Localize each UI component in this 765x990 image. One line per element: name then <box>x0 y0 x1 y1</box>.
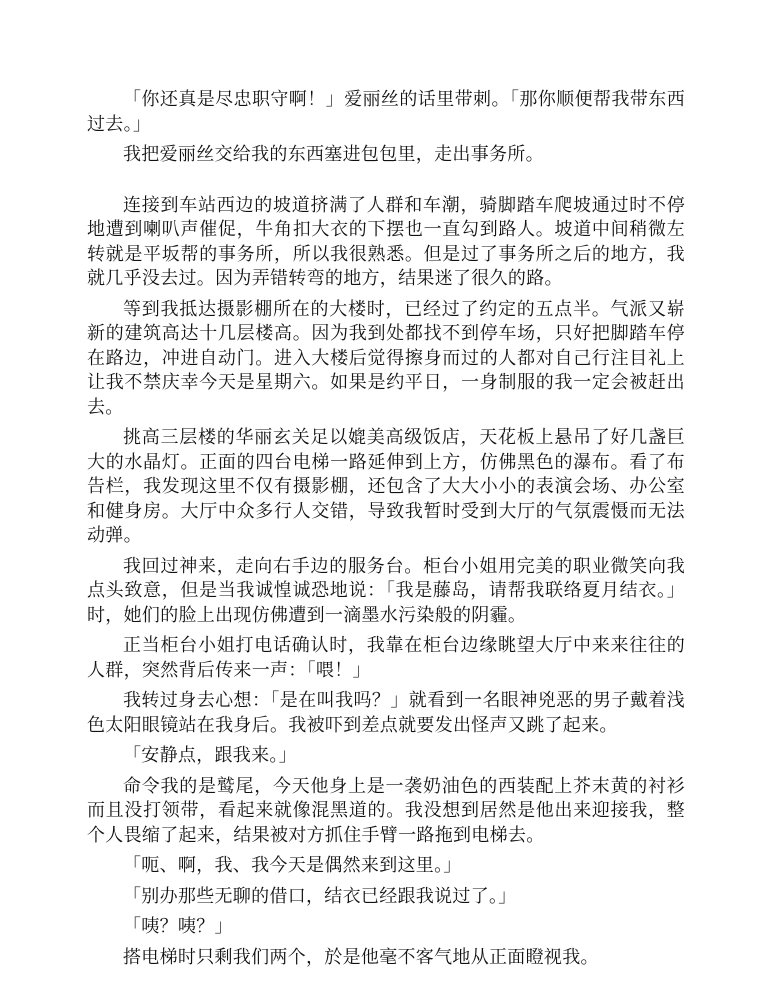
paragraph: 「呃、啊，我、我今天是偶然来到这里。」 <box>123 855 462 876</box>
paragraph: 连接到车站西边的坡道挤满了人群和车潮，骑脚踏车爬坡通过时不停地遭到喇叭声催促，牛角扣大衣的下摆也一直勾到路人。坡道中间稍微左转就是平坂帮的事务所，所以我很熟悉。但是过了事务所之后的地方，我就几乎没去过。因为弄错转弯的地方，结果迷了很久的路。 <box>87 194 685 289</box>
paragraph: 命令我的是鹫尾，今天他身上是一袭奶油色的西装配上芥末黄的衬衫而且没打领带，看起来就像混黑道的。我没想到居然是他出来迎接我，整个人畏缩了起来，结果被对方抓住手臂一路拖到电梯去。 <box>87 775 685 846</box>
paragraph: 我把爱丽丝交给我的东西塞进包包里，走出事务所。 <box>123 144 544 165</box>
paragraph: 挑高三层楼的华丽玄关足以媲美高级饭店，天花板上悬吊了好几盏巨大的水晶灯。正面的四台电梯一路延伸到上方，仿佛黑色的瀑布。看了布告栏，我发现这里不仅有摄影棚，还包含了大大小小的表演会场、办公室和健身房。大厅中众多行人交错，导致我暂时受到大厅的气氛震慑而无法动弹。 <box>87 427 685 546</box>
paragraph: 等到我抵达摄影棚所在的大楼时，已经过了约定的五点半。气派又崭新的建筑高达十几层楼高。因为我到处都找不到停车场，只好把脚踏车停在路边，冲进自动门。进入大楼后觉得擦身而过的人都对自己行注目礼上让我不禁庆幸今天是星期六。如果是约平日，一身制服的我一定会被赶出去。 <box>87 298 685 418</box>
paragraph: 正当柜台小姐打电话确认时，我靠在柜台边缘眺望大厅中来来往往的人群，突然背后传来一声：「喂！」 <box>87 635 685 681</box>
paragraph: 我转过身去心想：「是在叫我吗？」就看到一名眼神兇恶的男子戴着浅色太阳眼镜站在我身后。我被吓到差点就要发出怪声又跳了起来。 <box>87 690 685 736</box>
document-page <box>87 88 685 976</box>
paragraph: 「别办那些无聊的借口，结衣已经跟我说过了。」 <box>123 885 517 907</box>
paragraph: 搭电梯时只剩我们两个，於是他毫不客气地从正面瞪视我。 <box>123 946 599 968</box>
paragraph: 「你还真是尽忠职守啊！」爱丽丝的话里带刺。「那你顺便帮我带东西过去。」 <box>87 89 685 135</box>
paragraph: 我回过神来，走向右手边的服务台。柜台小姐用完美的职业微笑向我点头致意，但是当我诚惶诚恐地说：「我是藤岛，请帮我联络夏月结衣。」时，她们的脸上出现仿佛遭到一滴墨水污染般的阴霾。 <box>87 555 685 626</box>
paragraph: 「安静点，跟我来。」 <box>123 745 297 766</box>
paragraph: 「咦？咦？」 <box>123 916 233 937</box>
